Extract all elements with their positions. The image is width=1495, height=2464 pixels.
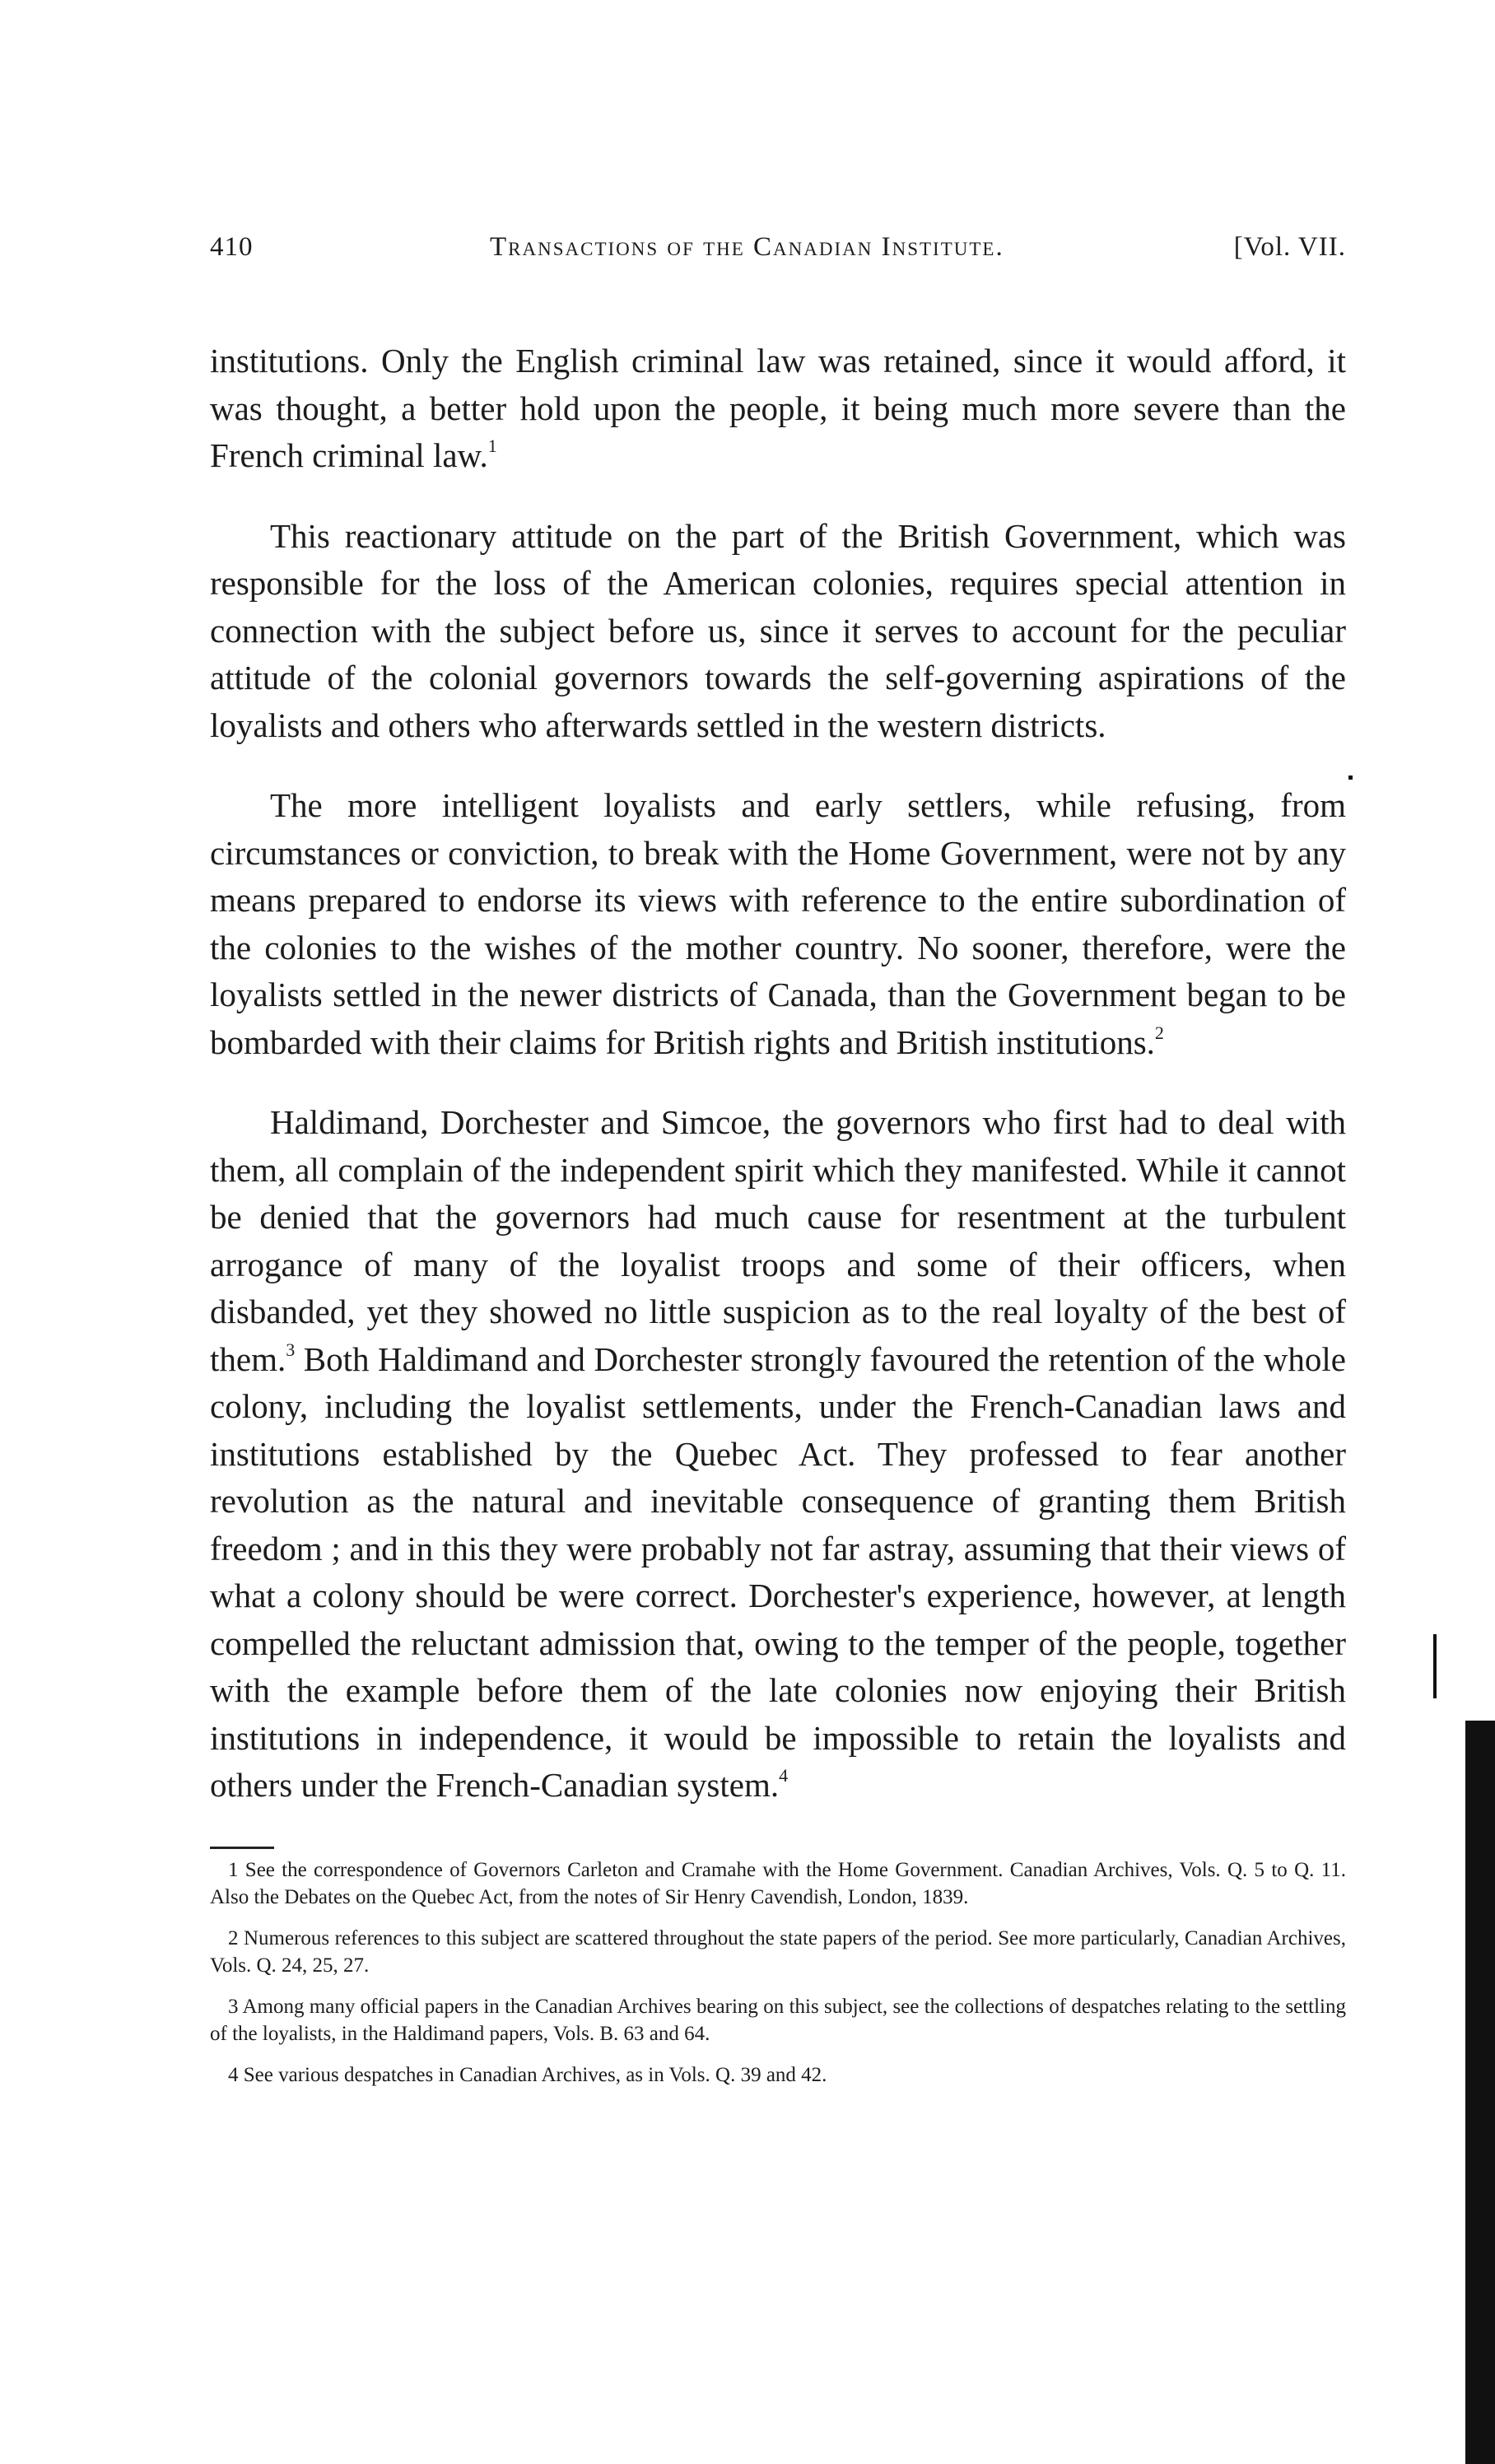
scan-artifact-dot — [1348, 776, 1353, 780]
volume-label: [Vol. VII. — [1233, 232, 1346, 262]
paragraph-1: institutions. Only the English criminal law was retained, since it would afford, it was thought, a better hold upon the people, it being much more severe than the French criminal law.$^1$ — [210, 342, 1346, 474]
footnotes — [210, 1856, 1346, 2103]
paragraph-4: Haldimand, Dorchester and Simcoe, the governors who first had to deal with them, all complain of the independent spirit which they manifested. While it cannot be denied that the governors had much cause for resentment at the turbulent arrogance of many of the loyalist troops and some of their officers, when disbanded, yet they showed no little suspicion as to the real loyalty of the best of them.$^3$ Both Haldimand and Dorchester strongly favoured the retention of the whole colony, including the loyalist settlements, under the French-Canadian laws and institutions established by the Quebec Act. They professed to fear another revolution as the natural and inevitable consequence of granting them British freedom ; and in this they were probably not far astray, assuming that their views of what a colony should be were correct. Dorchester's experience, however, at length compelled the reluctant admission that, owing to the temper of the people, together with the example before them of the late colonies now enjoying their British institutions in independence, it would be impossible to retain the loyalists and others under the French-Canadian system.$^4$ — [210, 1103, 1346, 1804]
footnote-1: 1 See the correspondence of Governors Carleton and Cramahe with the Home Government. Canadian Archives, Vols. Q. 5 to Q. 11. Also the Debates on the Quebec Act, from the notes of Sir Henry Cavendish, London, 1839. — [210, 1859, 1346, 1908]
paragraph-2: This reactionary attitude on the part of the British Government, which was responsible for the loss of the American colonies, requires special attention in connection with the subject before us, since it serves to account for the peculiar attitude of the colonial governors towards the self-governing aspirations of the loyalists and others who afterwards settled in the western districts. — [210, 516, 1346, 744]
scan-artifact-line-1 — [1433, 1634, 1437, 1698]
footnote-ref-4: 4 — [779, 1765, 789, 1786]
paragraph-3: The more intelligent loyalists and early settlers, while refusing, from circumstances or conviction, to break with the Home Government, were not by any means prepared to endorse its views with reference to the entire subordination of the colonies to the wishes of the mother country. No sooner, therefore, were the loyalists settled in the newer districts of Canada, than the Government began to be bombarded with their claims for British rights and British institutions.$^2$ — [210, 786, 1346, 1061]
footnote-divider — [210, 1847, 274, 1849]
body-text — [210, 338, 1346, 1842]
scan-artifact-line-2 — [1465, 1721, 1495, 2464]
page-number: 410 — [210, 232, 254, 262]
footnote-3: 3 Among many official papers in the Canadian Archives bearing on this subject, see the collections of despatches relating to the settling of the loyalists, in the Haldimand papers, Vols. B. 63 and 64. — [210, 1996, 1346, 2045]
footnote-ref-1: 1 — [487, 436, 497, 456]
footnote-ref-3: 3 — [286, 1339, 296, 1360]
footnote-4: 4 See various despatches in Canadian Archives, as in Vols. Q. 39 and 42. — [228, 2064, 827, 2086]
running-title: Transactions of the Canadian Institute. — [490, 232, 1004, 262]
footnote-2: 2 Numerous references to this subject are scattered throughout the state papers of the period. See more particularly, Canadian Archives, Vols. Q. 24, 25, 27. — [210, 1927, 1346, 1977]
running-head — [210, 232, 1346, 273]
footnote-ref-2: 2 — [1154, 1022, 1164, 1043]
